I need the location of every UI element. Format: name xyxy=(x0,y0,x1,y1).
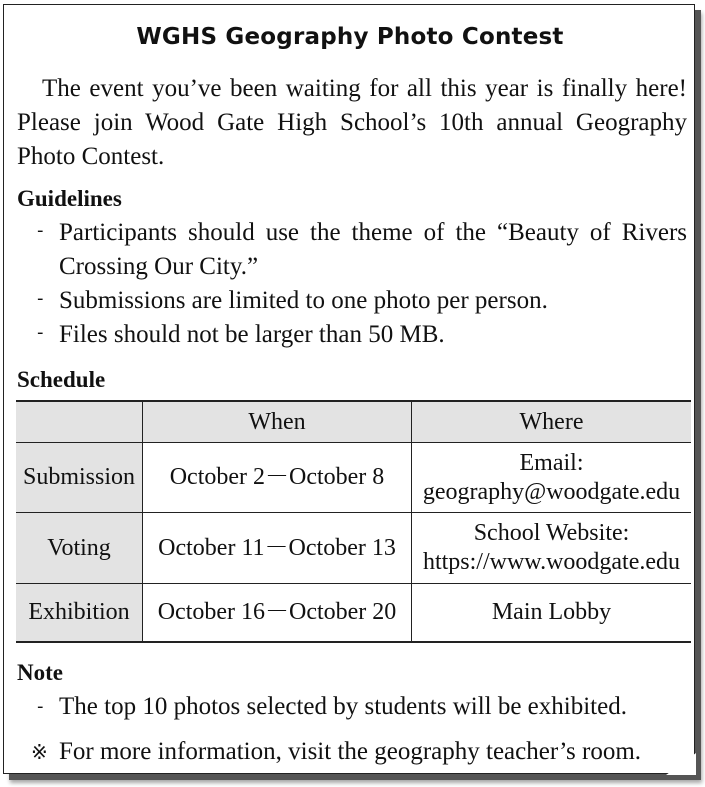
info-line xyxy=(31,735,641,769)
website-url: https://www.woodgate.edu xyxy=(422,549,681,575)
where-cell xyxy=(412,513,692,584)
page-title: WGHS Geography Photo Contest xyxy=(136,24,564,50)
guideline-item xyxy=(37,318,687,352)
guideline-item xyxy=(37,284,687,318)
guidelines-list xyxy=(37,216,687,352)
header-cell-when: When xyxy=(143,401,412,443)
table-header-row xyxy=(16,401,691,443)
guideline-item xyxy=(37,216,687,284)
table-row xyxy=(16,443,691,513)
dash-marker: - xyxy=(37,288,44,309)
note-text: The top 10 photos selected by students will be exhibited. xyxy=(59,693,627,720)
note-item xyxy=(37,690,627,724)
dash-marker: - xyxy=(37,322,44,343)
where-line: School Website: xyxy=(473,520,630,546)
when-cell: October 2－October 8 xyxy=(143,443,412,513)
intro-paragraph: The event you’ve been waiting for all this year is finally here! Please join Wood Gate High School’s 10th annual Geography Photo Contest. xyxy=(17,75,687,170)
schedule-table xyxy=(16,400,691,643)
info-text: For more information, visit the geography teacher’s room. xyxy=(59,738,642,765)
where-cell xyxy=(412,584,692,642)
where-line: Email: xyxy=(519,449,584,476)
dash-marker: - xyxy=(37,696,44,717)
row-label: Submission xyxy=(16,443,143,513)
table-row xyxy=(16,584,691,642)
header-cell-blank xyxy=(16,401,143,443)
guideline-text: Files should not be larger than 50 MB. xyxy=(59,321,445,348)
schedule-heading: Schedule xyxy=(17,367,106,392)
note-heading: Note xyxy=(17,660,63,685)
row-label: Voting xyxy=(16,513,143,584)
guideline-text: Submissions are limited to one photo per person. xyxy=(59,287,548,314)
guidelines-heading: Guidelines xyxy=(17,186,122,211)
table-row xyxy=(16,513,691,584)
guideline-text: Participants should use the theme of the “Beauty of Rivers Crossing Our City.” xyxy=(59,219,687,280)
when-cell: October 11－October 13 xyxy=(143,513,412,584)
when-cell: October 16－October 20 xyxy=(143,584,412,642)
where-line: Main Lobby xyxy=(491,598,612,625)
dash-marker: - xyxy=(37,220,44,241)
page-curl xyxy=(666,753,696,775)
reference-mark-icon: ※ xyxy=(31,740,48,764)
email-address: geography@woodgate.edu xyxy=(422,478,681,505)
row-label: Exhibition xyxy=(16,584,143,642)
where-cell xyxy=(412,443,692,513)
header-cell-where: Where xyxy=(412,401,692,443)
